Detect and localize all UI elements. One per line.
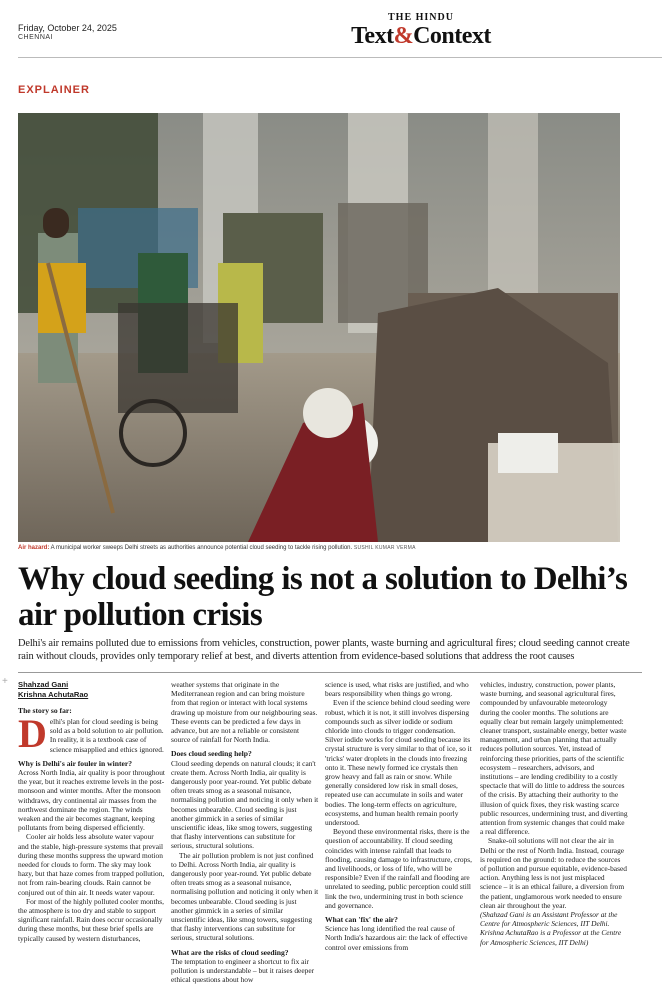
section-title-a: Text bbox=[351, 23, 394, 49]
section-title-b: Context bbox=[413, 23, 491, 49]
paragraph: Beyond these environmental risks, there is the question of accountability. If cloud seeding coincides with intense rainfall that leads to flooding, causing damage to infrastructure, crops, and livelihoods, or loss of life, who will be responsible? Even if the rainfall and flooding are unrelated to seeding, public perception could still link the two, undermining trust in both science and governance. bbox=[325, 827, 472, 910]
paragraph: vehicles, industry, construction, power plants, waste burning, and seasonal agricultural fires, compounded by unfavourable meteorology during the cooler months. The solutions are equally clear but remain largely unimplemented: cleaner transport, sustainable energy, better waste management, and urban planning that actually reduces pollution sources. Yet, instead of reinforcing these priorities, parts of the scientific ecosystem – researchers, advisors, and institutions – are lending credibility to a costly spectacle that will do little to address the sources of the crisis. By attaching their authority to the illusion of quick fixes, they risk wasting scarce public resources, undermining trust, and diverting attention from systemic changes that could make a real difference. bbox=[480, 680, 628, 837]
edition-date: Friday, October 24, 2025 bbox=[18, 23, 117, 33]
paragraph: Cloud seeding depends on natural clouds; it can't create them. Across North India, air quality is dangerously poor year-round. Yet public debate often treats smog as a seasonal nuisance, normalising pollution and noticing it only when it becomes unbearable. Cloud seeding is just another gimmick in a series of similar unscientific ideas, like smog towers, suggesting that flashy interventions can substitute for serious, structural solutions. bbox=[171, 758, 319, 851]
standfirst: Delhi's air remains polluted due to emissions from vehicles, construction, power plants, waste burning and agricultural fires; cloud seeding cannot create rain without clouds, provides only temporary relief at best, and diverts attention from evidence-based solutions that address the root causes bbox=[18, 638, 630, 662]
masthead-rule bbox=[18, 57, 662, 58]
paragraph: The air pollution problem is not just confined to Delhi. Across North India, air quality is dangerously poor year-round. Yet public debate often treats smog as a seasonal nuisance, normalising pollution and noticing it only when it becomes unbearable. Cloud seeding is just another gimmick in a series of similar unscientific ideas, like smog towers, suggesting that flashy interventions can substitute for serious, structural solutions. bbox=[171, 850, 319, 943]
paragraph: Cooler air holds less absolute water vapour and the stable, high-pressure systems that prevail during these months suppress the upward motion needed for clouds to form. The sky may look hazy, but that haze comes from trapped pollution, not from rain-bearing clouds. Rain cannot be conjured out of thin air. It needs water vapour. bbox=[18, 832, 165, 897]
author-byline: Shahzad Gani bbox=[18, 680, 69, 689]
paragraph: Across North India, air quality is poor throughout the year, but it reaches extreme levels in the post-monsoon and winter months. After the monsoon withdraws, dry continental air masses from the northwest dominate the region. The winds weaken and the air becomes stagnant, keeping pollutants from being dispersed efficiently. bbox=[18, 768, 165, 833]
article-column-3 bbox=[325, 680, 473, 952]
paragraph: For most of the highly polluted cooler months, the atmosphere is too dry and stable to support significant rainfall. Rain does occur occasionally during these months, but these brief spells are typically caused by western disturbances, bbox=[18, 896, 164, 943]
story-so-far-label: The story so far: bbox=[18, 706, 72, 715]
intro-text: elhi's plan for cloud seeding is being sold as a bold solution to air pollution. In reality, it is a textbook case of science misapplied and ethics ignored. bbox=[49, 717, 164, 754]
subhead: What are the risks of cloud seeding? bbox=[171, 947, 289, 957]
section-title-amp: & bbox=[393, 23, 414, 49]
article-column-4 bbox=[480, 680, 628, 947]
paper-name: THE HINDU bbox=[388, 12, 454, 23]
caption-lead: Air hazard: bbox=[18, 545, 50, 551]
paragraph: Science has long identified the real cause of North India's hazardous air: the lack of effective control over emissions from bbox=[325, 924, 468, 952]
section-title bbox=[0, 23, 662, 50]
intro-paragraph bbox=[18, 711, 166, 756]
lead-photo bbox=[18, 113, 620, 542]
article-column-1 bbox=[18, 680, 166, 943]
subhead: Why is Delhi's air fouler in winter? bbox=[18, 758, 133, 768]
author-byline: Krishna AchutaRao bbox=[18, 690, 89, 699]
photo-caption bbox=[18, 545, 638, 551]
kicker-label: EXPLAINER bbox=[18, 84, 90, 96]
author-bio: (Shahzad Gani is an Assistant Professor at the Centre for Atmospheric Sciences, IIT Delhi. Krishna AchutaRao is a Professor at the Centre for Atmospheric Sciences, IIT Delhi) bbox=[480, 910, 622, 947]
article-rule bbox=[18, 672, 642, 673]
street-scene-illustration bbox=[18, 113, 620, 542]
headline: Why cloud seeding is not a solution to Delhi’s air pollution crisis bbox=[18, 561, 628, 633]
caption-text: A municipal worker sweeps Delhi streets as authorities announce potential cloud seeding to tackle rising pollution. bbox=[49, 545, 354, 551]
paragraph: Even if the science behind cloud seeding were robust, which it is not, it still involves dispersing compounds such as silver iodide or sodium chloride into clouds to trigger condensation. Silver iodide works for cloud seeding because its crystal structure is very similar to that of ice, so it 'tricks' water droplets in the clouds into freezing onto it. These newly formed ice crystals then grow heavy and fall as rain or snow. While generally considered low risk in small doses, repeated use can accumulate in soils and water bodies. The long-term effects on agriculture, ecosystems, and human health remain poorly understood. bbox=[325, 698, 472, 828]
subhead: Does cloud seeding help? bbox=[171, 749, 252, 759]
paragraph: science is used, what risks are justified, and who bears responsibility when things go wrong. bbox=[325, 680, 469, 699]
edition-city: CHENNAI bbox=[18, 34, 54, 41]
paragraph: weather systems that originate in the Mediterranean region and can bring moisture from that region or interact with local systems drawing up moisture from our neighbouring seas. These events can be predicted a few days in advance, but are not a reliable or consistent source of rainfall for North India. bbox=[171, 680, 318, 745]
photo-credit: SUSHIL KUMAR VERMA bbox=[353, 545, 416, 551]
paragraph: Snake-oil solutions will not clear the air in Delhi or the rest of North India. Instead, courage is required on the ground: to reduce the sources of pollution and pursue equitable, evidence-based action. Anything less is not just misplaced science – it is an ethical failure, a diversion from the patient, unglamorous work needed to ensure clean air throughout the year. bbox=[480, 836, 627, 910]
paragraph: The temptation to engineer a shortcut to fix air pollution is understandable – but it raises deeper ethical questions about how bbox=[171, 956, 315, 985]
article-column-2 bbox=[171, 680, 319, 985]
drop-cap: D bbox=[18, 711, 47, 756]
subhead: What can 'fix' the air? bbox=[325, 915, 398, 925]
crop-mark: + bbox=[2, 676, 8, 687]
